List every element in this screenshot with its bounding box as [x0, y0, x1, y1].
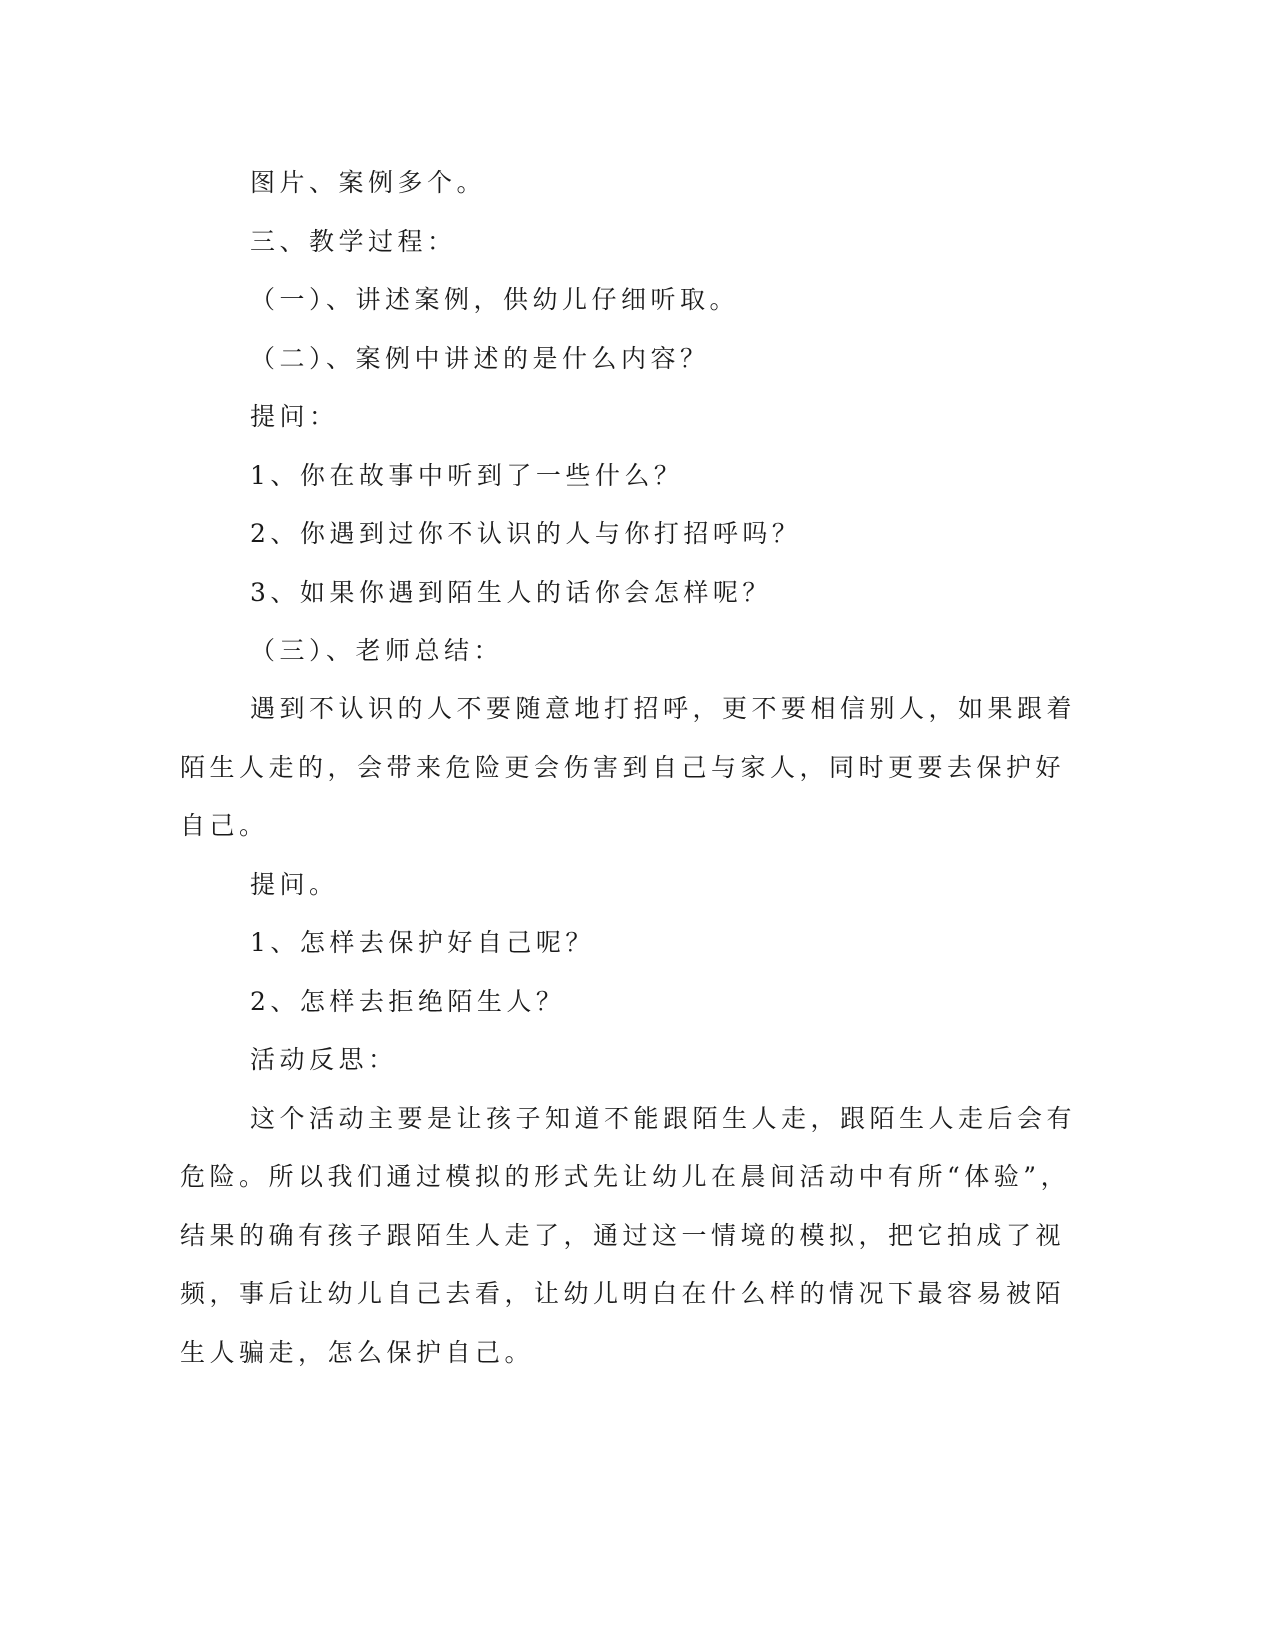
question-1: 1、你在故事中听到了一些什么？ — [250, 461, 684, 490]
paragraph-materials: 图片、案例多个。 — [250, 168, 487, 197]
reflection-text-line-1: 这个活动主要是让孩子知道不能跟陌生人走，跟陌生人走后会有 — [250, 1104, 1077, 1133]
question-refuse-stranger: 2、怎样去拒绝陌生人？ — [250, 987, 566, 1016]
reflection-text-line-2: 危险。所以我们通过模拟的形式先让幼儿在晨间活动中有所“体验”， — [180, 1162, 1071, 1191]
question-2: 2、你遇到过你不认识的人与你打招呼吗？ — [250, 519, 802, 548]
questions-label-1: 提问： — [250, 402, 339, 431]
reflection-text-line-3: 结果的确有孩子跟陌生人走了，通过这一情境的模拟，把它拍成了视 — [180, 1221, 1066, 1250]
step-3-teacher-summary: （三）、老师总结： — [250, 636, 504, 665]
step-1-tell-case: （一）、讲述案例，供幼儿仔细听取。 — [250, 285, 740, 314]
reflection-text-line-4: 频，事后让幼儿自己去看，让幼儿明白在什么样的情况下最容易被陌 — [180, 1279, 1066, 1308]
summary-text-line-3: 自己。 — [180, 811, 269, 840]
step-2-case-content: （二）、案例中讲述的是什么内容？ — [250, 344, 710, 373]
summary-text-line-1: 遇到不认识的人不要随意地打招呼，更不要相信别人，如果跟着 — [250, 694, 1077, 723]
question-3: 3、如果你遇到陌生人的话你会怎样呢？ — [250, 578, 772, 607]
reflection-text-line-5: 生人骗走，怎么保护自己。 — [180, 1338, 535, 1367]
heading-teaching-process: 三、教学过程： — [250, 227, 457, 256]
summary-text-line-2: 陌生人走的，会带来危险更会伤害到自己与家人，同时更要去保护好 — [180, 753, 1066, 782]
heading-activity-reflection: 活动反思： — [250, 1045, 398, 1074]
questions-label-2: 提问。 — [250, 870, 339, 899]
question-protect-self: 1、怎样去保护好自己呢？ — [250, 928, 595, 957]
